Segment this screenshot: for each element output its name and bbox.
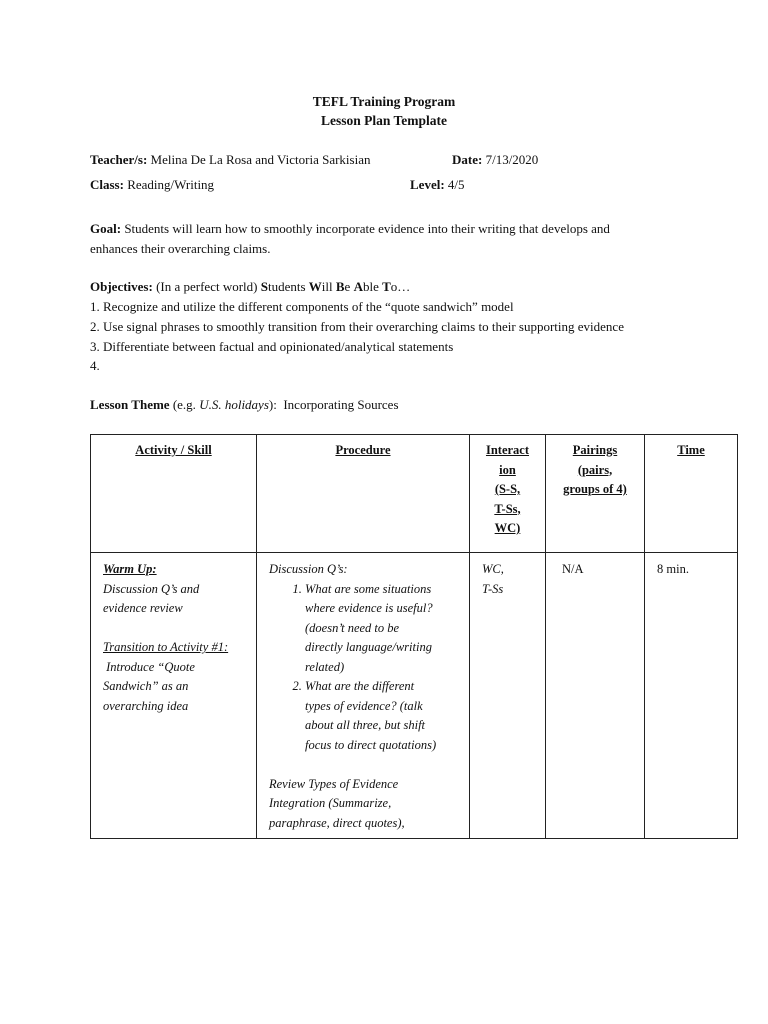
swbat-w: W bbox=[308, 279, 322, 294]
header-pairings-line: Pairings bbox=[572, 443, 618, 457]
procedure-cell bbox=[257, 553, 470, 839]
header-pairings bbox=[546, 435, 645, 553]
transition-line: overarching idea bbox=[103, 698, 189, 713]
table-header-row bbox=[91, 435, 738, 553]
question-line: 1. What are some situations bbox=[305, 581, 432, 596]
header-interaction-line: T-Ss, bbox=[494, 501, 521, 516]
level-line bbox=[410, 177, 465, 193]
objectives-heading bbox=[90, 279, 410, 295]
level-value: 4/5 bbox=[447, 177, 465, 192]
table-row bbox=[91, 553, 738, 839]
question-line: where evidence is useful? bbox=[305, 601, 433, 615]
warmup-line: evidence review bbox=[103, 601, 183, 615]
header-pairings-line: groups of 4) bbox=[563, 482, 627, 496]
swbat-t: T bbox=[382, 279, 391, 294]
header-activity: Activity / Skill bbox=[91, 435, 257, 553]
teacher-value: Melina De La Rosa and Victoria Sarkisian bbox=[150, 152, 371, 167]
level-label: Level: bbox=[410, 177, 445, 192]
date-line bbox=[452, 152, 538, 168]
class-line bbox=[90, 177, 214, 193]
question-line: related) bbox=[305, 659, 345, 674]
transition-line: Introduce “Quote bbox=[103, 659, 195, 674]
question-line: about all three, but shift bbox=[305, 718, 426, 732]
date-value: 7/13/2020 bbox=[485, 152, 539, 167]
swbat-s: S bbox=[260, 279, 268, 294]
objective-item: 3. Differentiate between factual and opinionated/analytical statements bbox=[90, 339, 454, 354]
pairings-cell: N/A bbox=[546, 553, 645, 839]
question-line: directly language/writing bbox=[305, 640, 432, 654]
goal-label: Goal: bbox=[90, 221, 122, 236]
theme-example: U.S. holidays bbox=[199, 397, 269, 412]
lesson-theme-line bbox=[90, 397, 399, 413]
document-title: TEFL Training Program bbox=[312, 94, 456, 109]
question-line: (doesn’t need to be bbox=[305, 620, 400, 635]
header-time: Time bbox=[645, 435, 738, 553]
review-line: Review Types of Evidence bbox=[269, 776, 399, 791]
swbat-o: o… bbox=[390, 279, 411, 294]
transition-line: Sandwich” as an bbox=[103, 679, 189, 693]
objectives-label: Objectives: bbox=[90, 279, 153, 294]
swbat-tudents: tudents bbox=[267, 279, 309, 294]
review-line: paraphrase, direct quotes), bbox=[269, 815, 405, 830]
date-label: Date: bbox=[452, 152, 483, 167]
objective-item: 4. bbox=[90, 358, 100, 373]
lesson-plan-table bbox=[90, 434, 738, 839]
header-pairings-line: (pairs, bbox=[577, 462, 613, 477]
swbat-b: B bbox=[335, 279, 345, 294]
procedure-question bbox=[305, 677, 459, 755]
warmup-line: Discussion Q’s and bbox=[103, 581, 200, 596]
objectives-intro: (In a perfect world) bbox=[156, 279, 258, 294]
swbat-a: A bbox=[353, 279, 363, 294]
goal-text-1: Students will learn how to smoothly incorporate evidence into their writing that develops and bbox=[124, 221, 610, 236]
header-interaction-line: WC) bbox=[494, 521, 521, 535]
question-line: focus to direct quotations) bbox=[305, 737, 437, 752]
header-procedure: Procedure bbox=[257, 435, 470, 553]
transition-heading: Transition to Activity #1: bbox=[103, 640, 229, 654]
lesson-theme-value: Incorporating Sources bbox=[283, 397, 399, 412]
goal-line-1 bbox=[90, 221, 610, 237]
procedure-intro: Discussion Q’s: bbox=[269, 562, 348, 576]
header-interaction-line: Interact bbox=[485, 443, 530, 457]
header-interaction-line: (S-S, bbox=[494, 482, 521, 496]
interaction-line: T-Ss bbox=[482, 581, 504, 596]
procedure-question bbox=[305, 580, 459, 678]
document-subtitle: Lesson Plan Template bbox=[320, 113, 448, 128]
warmup-heading: Warm Up: bbox=[103, 562, 157, 576]
activity-cell bbox=[91, 553, 257, 839]
time-cell: 8 min. bbox=[645, 553, 738, 839]
procedure-question-list bbox=[269, 580, 459, 756]
teacher-label: Teacher/s: bbox=[90, 152, 148, 167]
lesson-theme-label: Lesson Theme bbox=[90, 397, 170, 412]
swbat-ble: ble bbox=[362, 279, 383, 294]
theme-example-prefix: (e.g. bbox=[169, 397, 200, 412]
interaction-line: WC, bbox=[482, 562, 504, 576]
goal-text-2: enhances their overarching claims. bbox=[90, 241, 271, 256]
header-interaction bbox=[470, 435, 546, 553]
swbat-e: e bbox=[344, 279, 354, 294]
objective-item: 2. Use signal phrases to smoothly transition from their overarching claims to their supporting evidence bbox=[90, 319, 624, 334]
swbat-ill: ill bbox=[321, 279, 336, 294]
review-line: Integration (Summarize, bbox=[269, 796, 392, 810]
question-line: 2. What are the different bbox=[305, 679, 415, 693]
interaction-cell bbox=[470, 553, 546, 839]
header-interaction-line: ion bbox=[499, 462, 516, 477]
objective-item: 1. Recognize and utilize the different components of the “quote sandwich” model bbox=[90, 299, 514, 314]
question-line: types of evidence? (talk bbox=[305, 698, 423, 713]
class-value: Reading/Writing bbox=[127, 177, 215, 192]
theme-example-suffix: ): bbox=[268, 397, 277, 412]
class-label: Class: bbox=[90, 177, 124, 192]
teacher-line bbox=[90, 152, 370, 168]
